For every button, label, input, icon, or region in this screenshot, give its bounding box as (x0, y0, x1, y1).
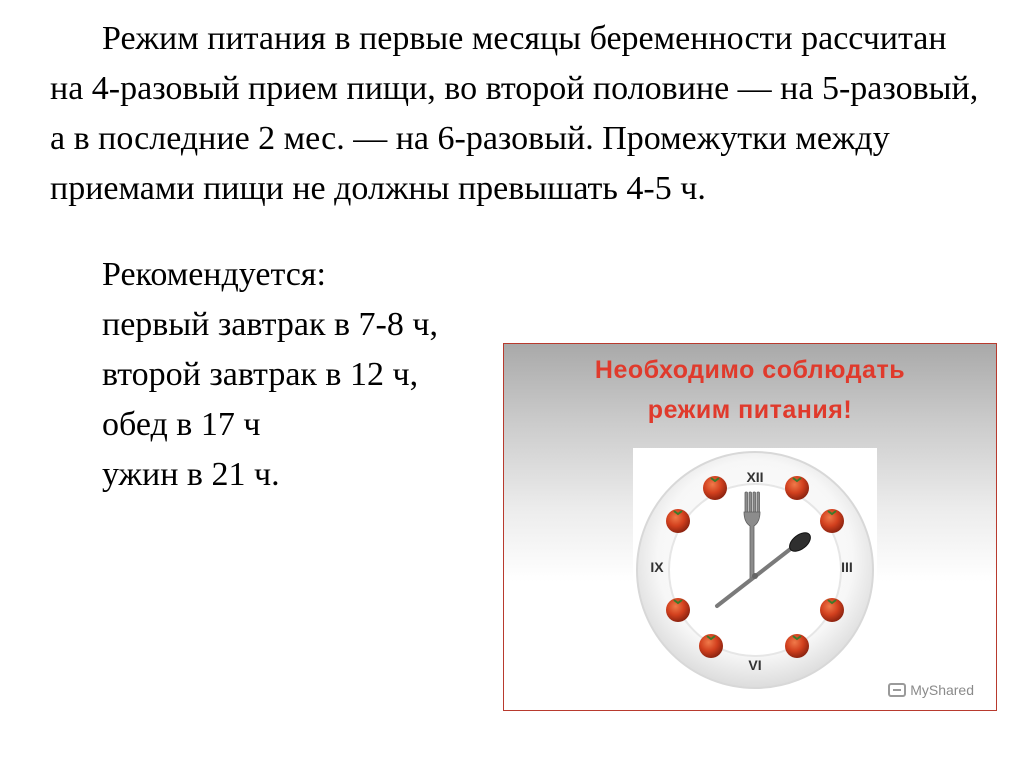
clock-hub (752, 573, 758, 579)
meal-schedule-picture (503, 343, 997, 711)
recommendation-list (102, 250, 438, 500)
recommendation-dinner: ужин в 21 ч. (102, 456, 280, 493)
clock-plate-illustration (633, 448, 877, 692)
tomato-icon (666, 509, 690, 533)
tomato-icon (699, 634, 723, 658)
tomato-icon (666, 598, 690, 622)
watermark (888, 682, 974, 698)
tomato-icon (785, 476, 809, 500)
tomato-icon (820, 598, 844, 622)
tomato-icon (785, 634, 809, 658)
watermark-text: MyShared (910, 682, 974, 698)
recommendation-lunch: обед в 17 ч (102, 406, 261, 443)
tomato-icon (820, 509, 844, 533)
picture-title-line1: Необходимо соблюдать (594, 356, 906, 384)
clock-plate-svg (633, 448, 877, 692)
recommendation-first-breakfast: первый завтрак в 7-8 ч, (102, 306, 438, 343)
numeral-twelve: XII (746, 469, 764, 485)
tomato-icon (703, 476, 727, 500)
recommendation-second-breakfast: второй завтрак в 12 ч, (102, 356, 419, 393)
intro-paragraph: Режим питания в первые месяцы беременности рассчитан на 4-разовый прием пищи, во второй половине — на 5-разовый, а в последние 2 мес. — на 6-разовый. Промежутки между приемами пищи не должны превышать 4-5 ч. (50, 20, 979, 207)
numeral-nine: IX (650, 559, 664, 575)
myshared-logo-icon (888, 683, 906, 697)
recommendation-heading: Рекомендуется: (102, 256, 326, 293)
picture-title-line2: режим питания! (647, 396, 853, 424)
numeral-three: III (841, 559, 853, 575)
numeral-six: VI (748, 657, 762, 673)
